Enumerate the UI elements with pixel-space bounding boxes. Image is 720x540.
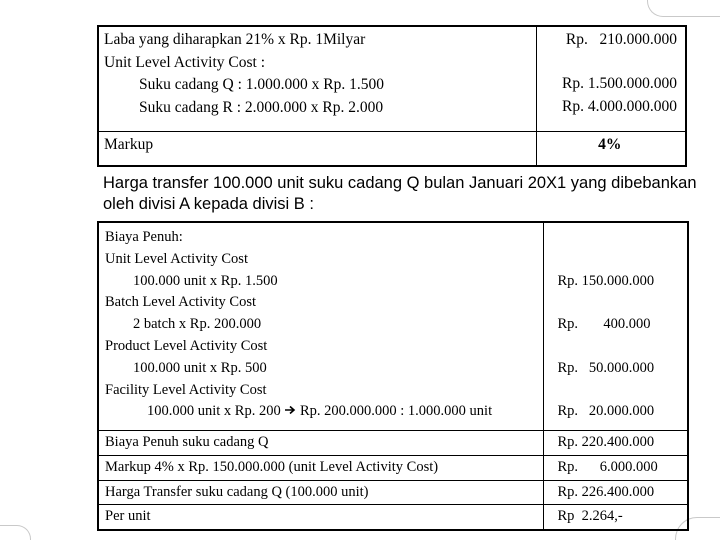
table-row <box>98 505 688 530</box>
spare-part-r-calc: Suku cadang R : 2.000.000 x Rp. 2.000 <box>139 98 384 116</box>
empty-value <box>558 249 674 271</box>
spare-part-q-value: Rp. 1.500.000.000 <box>562 75 677 93</box>
table-row <box>98 431 688 456</box>
facility-calc-a: 100.000 unit x Rp. 200 <box>147 403 281 420</box>
table-row <box>98 480 688 505</box>
transfer-price-caption: Harga transfer 100.000 unit suku cadang Q bulan Januari 20X1 yang dibebankan oleh divisi A kepada divisi B : <box>103 174 697 213</box>
transfer-price-table <box>97 221 689 531</box>
empty-value <box>543 52 678 74</box>
unit-level-label: Unit Level Activity Cost <box>105 250 248 267</box>
table-row <box>98 222 688 431</box>
expected-profit-value: Rp. 210.000.000 <box>565 31 677 48</box>
transfer-price-label: Harga Transfer suku cadang Q (100.000 unit) <box>98 480 543 505</box>
unit-level-value: Rp. 150.000.000 <box>557 272 655 289</box>
cost-description-cell <box>98 26 536 132</box>
cost-value-cell <box>536 26 686 132</box>
table-row <box>98 26 686 132</box>
per-unit-label: Per unit <box>98 505 543 530</box>
table-row <box>98 132 686 167</box>
facility-level-value: Rp. 20.000.000 <box>557 403 655 420</box>
empty-value <box>558 380 674 402</box>
spare-part-r-value: Rp. 4.000.000.000 <box>562 97 677 115</box>
facility-level-label: Facility Level Activity Cost <box>105 381 267 398</box>
facility-calc-b: Rp. 200.000.000 : 1.000.000 unit <box>299 403 493 420</box>
right-arrow-icon <box>284 404 296 416</box>
table-row <box>98 456 688 481</box>
unit-level-calc: 100.000 unit x Rp. 1.500 <box>133 272 278 289</box>
facility-level-calc <box>105 401 537 423</box>
batch-level-calc: 2 batch x Rp. 200.000 <box>133 316 262 333</box>
markup-calc-value: Rp. 6.000.000 <box>543 456 688 481</box>
total-full-cost-label: Biaya Penuh suku cadang Q <box>98 431 543 456</box>
empty-value <box>558 336 674 358</box>
spare-part-q-calc: Suku cadang Q : 1.000.000 x Rp. 1.500 <box>139 76 384 93</box>
empty-value <box>558 292 674 314</box>
full-cost-heading: Biaya Penuh: <box>105 229 183 245</box>
expected-profit-label: Laba yang diharapkan 21% x Rp. 1Milyar <box>104 31 366 48</box>
unit-level-cost-label: Unit Level Activity Cost : <box>104 53 266 71</box>
full-cost-value-cell <box>543 222 688 431</box>
full-cost-description-cell <box>98 222 543 431</box>
markup-value: 4% <box>536 132 686 167</box>
profit-target-table <box>97 25 687 167</box>
product-level-calc: 100.000 unit x Rp. 500 <box>133 359 267 376</box>
total-full-cost-value: Rp. 220.400.000 <box>543 431 688 456</box>
corner-decoration-bottom-left <box>0 525 31 540</box>
batch-level-value: Rp. 400.000 <box>557 316 651 333</box>
batch-level-label: Batch Level Activity Cost <box>105 294 257 311</box>
markup-label: Markup <box>98 132 536 167</box>
empty-value <box>558 227 674 249</box>
per-unit-value: Rp 2.264,- <box>543 505 688 530</box>
corner-decoration-top-right <box>647 0 720 17</box>
transfer-price-value: Rp. 226.400.000 <box>543 480 688 505</box>
markup-calc-label: Markup 4% x Rp. 150.000.000 (unit Level Activity Cost) <box>98 456 543 481</box>
product-level-label: Product Level Activity Cost <box>105 337 268 354</box>
product-level-value: Rp. 50.000.000 <box>557 359 655 376</box>
